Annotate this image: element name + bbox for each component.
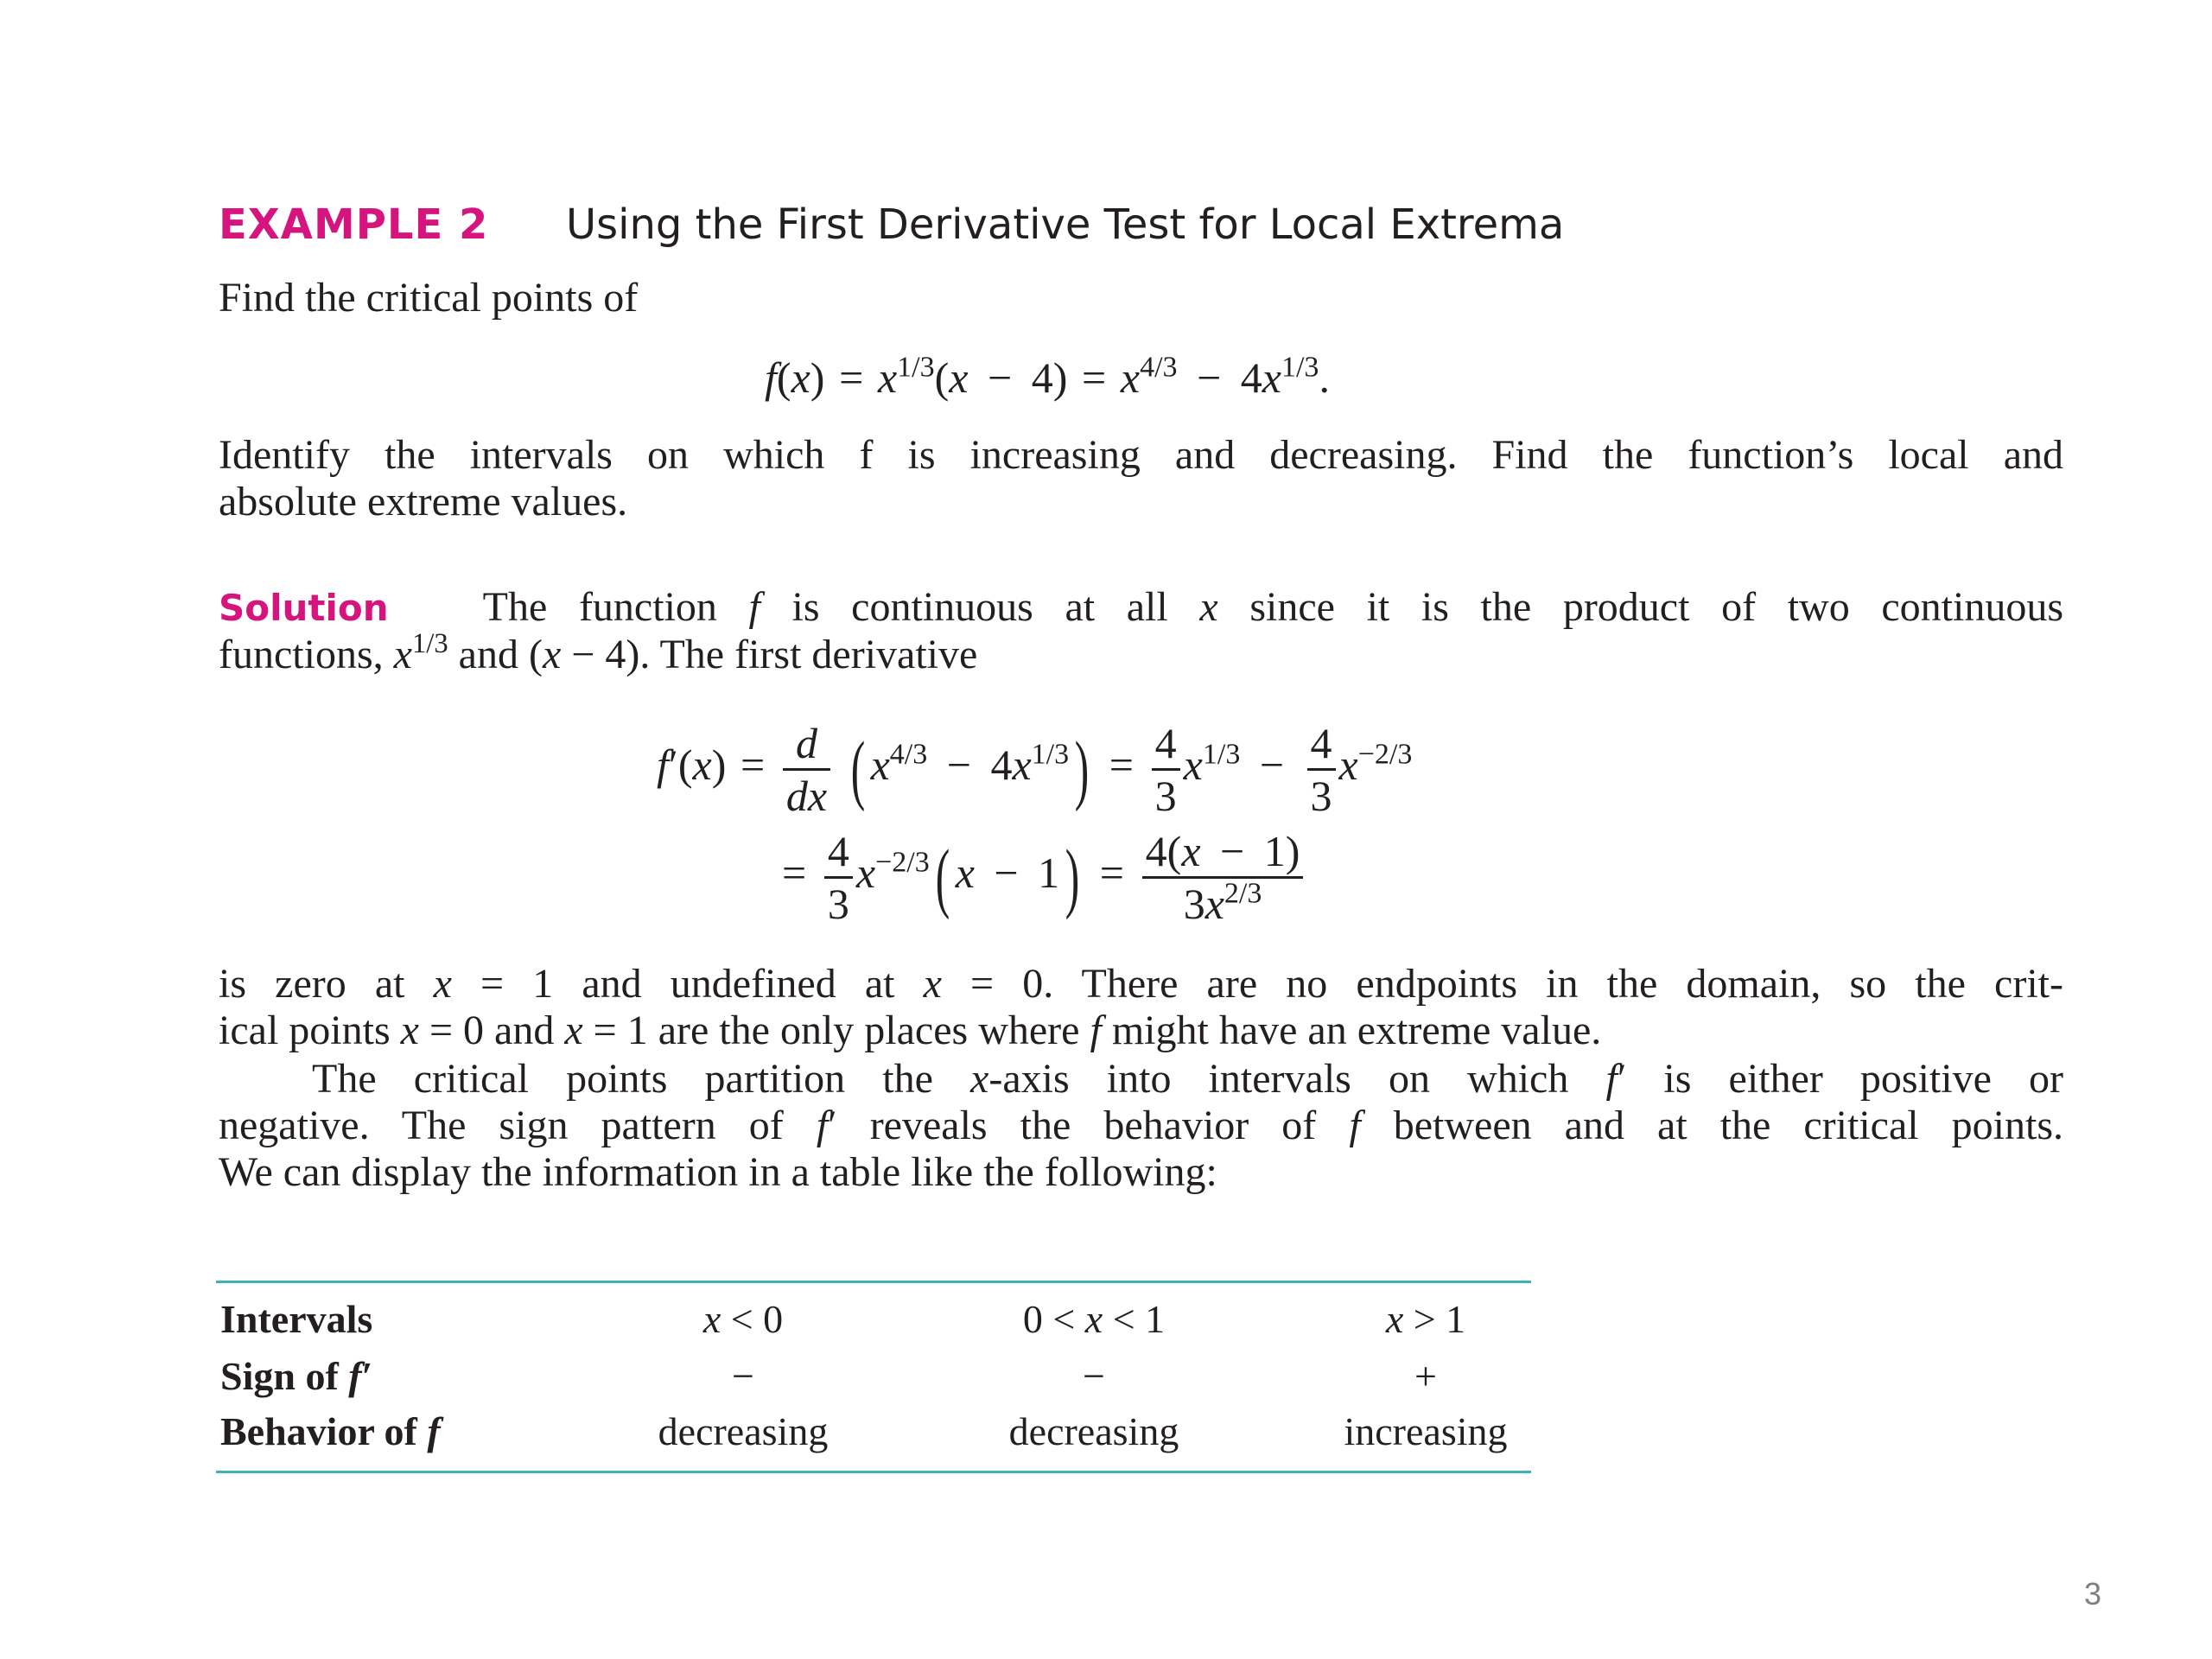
derivative-line-2: = $\frac{4}{3}$ $x^{-2/3}$( x − 1) = $\frac{4(x - 1)}{3x^{2/3}}$ [782,830,1306,925]
sign-cell: + [1414,1354,1437,1398]
behavior-cell: increasing [1344,1409,1508,1453]
solution-paragraph [219,584,2063,678]
problem-instructions [219,432,2063,525]
behavior-cell: decreasing [658,1409,829,1453]
problem-intro: Find the critical points of [219,275,639,321]
table-top-rule [216,1281,1531,1283]
page-number: 3 [2083,1576,2101,1611]
para3-line-2: negative. The sign pattern of f′ reveals the behavior of f between and at the critical points. [219,1103,2064,1148]
row-label-behavior: Behavior of f [220,1409,441,1453]
row-label-sign: Sign of f′ [220,1354,373,1398]
four-thirds-fraction-3: $\frac{4}{3}$ [824,830,853,925]
table-bottom-rule [216,1471,1531,1473]
instructions-line-2: absolute extreme values. [219,479,628,524]
derivative-result-fraction: $\frac{4(x - 1)}{3x^{2/3}}$ [1142,830,1304,925]
derivative-line-1: f′(x) = $\frac{d}{dx}$ ( $x^{4/3} - 4x^{1/3}$) = $\frac{4}{3}$ $x^{1/3}$ − $\frac{4}{3}$ $x^{-2/3}$ [657,719,1413,820]
para3-line-1: The critical points partition the x-axis into intervals on which f′ is either positive or [312,1056,2064,1102]
para2-line-2: ical points x = 0 and x = 1 are the only places where f might have an extreme value. [219,1007,1602,1053]
behavior-cell: decreasing [1008,1409,1179,1453]
interval-cell: 0 < x < 1 [1022,1297,1166,1341]
function-equation: f(x) = $x^{1/3}(x - 4)$ = $x^{4/3} - 4x^{1/3}$. [765,351,1330,402]
example-label: EXAMPLE 2 [219,200,489,249]
solution-label: Solution [219,587,389,629]
example-title: Using the First Derivative Test for Local Extrema [566,200,1565,249]
d-dx-fraction: $\frac{d}{dx}$ [783,721,830,817]
row-label-intervals: Intervals [220,1297,373,1341]
sign-cell: − [1083,1354,1105,1398]
solution-line-2: functions, $x^{1/3}$ and (x − 4). The first derivative [219,628,978,677]
partition-paragraph [219,1056,2063,1196]
para3-line-3: We can display the information in a table like the following: [219,1149,1217,1195]
sign-cell: − [732,1354,754,1398]
solution-line-1: Solution The function f is continuous at all x since it is the product of two continuous [219,584,2064,630]
four-thirds-fraction-2: $\frac{4}{3}$ [1307,721,1336,817]
para2-line-1: is zero at x = 1 and undefined at x = 0. There are no endpoints in the domain, so the crit- [219,961,2063,1007]
instructions-line-1: Identify the intervals on which f is increasing and decreasing. Find the function’s local and [219,432,2063,478]
critical-points-paragraph [219,961,2063,1054]
four-thirds-fraction: $\frac{4}{3}$ [1152,721,1180,817]
interval-cell: x < 0 [702,1297,784,1341]
interval-cell: x > 1 [1385,1297,1466,1341]
